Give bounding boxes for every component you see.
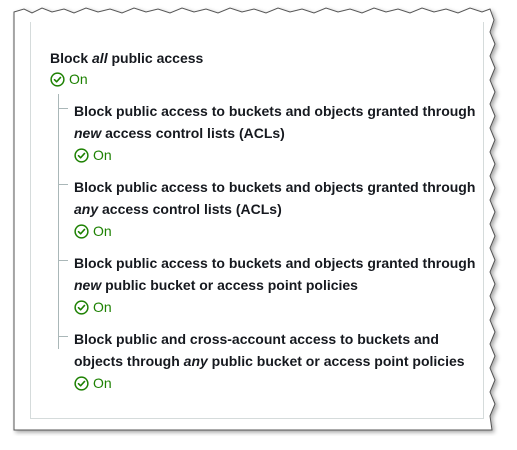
tree-branch [58, 184, 68, 185]
tree-connector-line [58, 94, 59, 349]
block-all-status: On [50, 71, 88, 87]
tree-branch [58, 336, 68, 337]
setting-status: On [74, 375, 484, 391]
block-public-access-panel [30, 22, 484, 419]
torn-screenshot-card [12, 6, 502, 436]
setting-status: On [74, 299, 484, 315]
setting-label: Block public and cross-account access to buckets and objects through any public bucket or access point policies [74, 331, 465, 369]
setting-status: On [74, 147, 484, 163]
setting-label: Block public access to buckets and objects granted through new public bucket or access point policies [74, 255, 476, 293]
check-circle-icon [50, 72, 65, 87]
setting-any-policies [74, 328, 484, 391]
setting-new-acls [74, 100, 484, 163]
setting-label: Block public access to buckets and objects granted through new access control lists (ACLs) [74, 103, 476, 141]
check-circle-icon [74, 376, 89, 391]
check-circle-icon [74, 300, 89, 315]
setting-new-policies [74, 252, 484, 315]
setting-label: Block public access to buckets and objects granted through any access control lists (ACLs) [74, 179, 476, 217]
tree-branch [58, 260, 68, 261]
check-circle-icon [74, 224, 89, 239]
setting-any-acls [74, 176, 484, 239]
block-all-public-access-label: Block all public access [50, 50, 204, 66]
setting-status: On [74, 223, 484, 239]
check-circle-icon [74, 148, 89, 163]
tree-branch [58, 108, 68, 109]
